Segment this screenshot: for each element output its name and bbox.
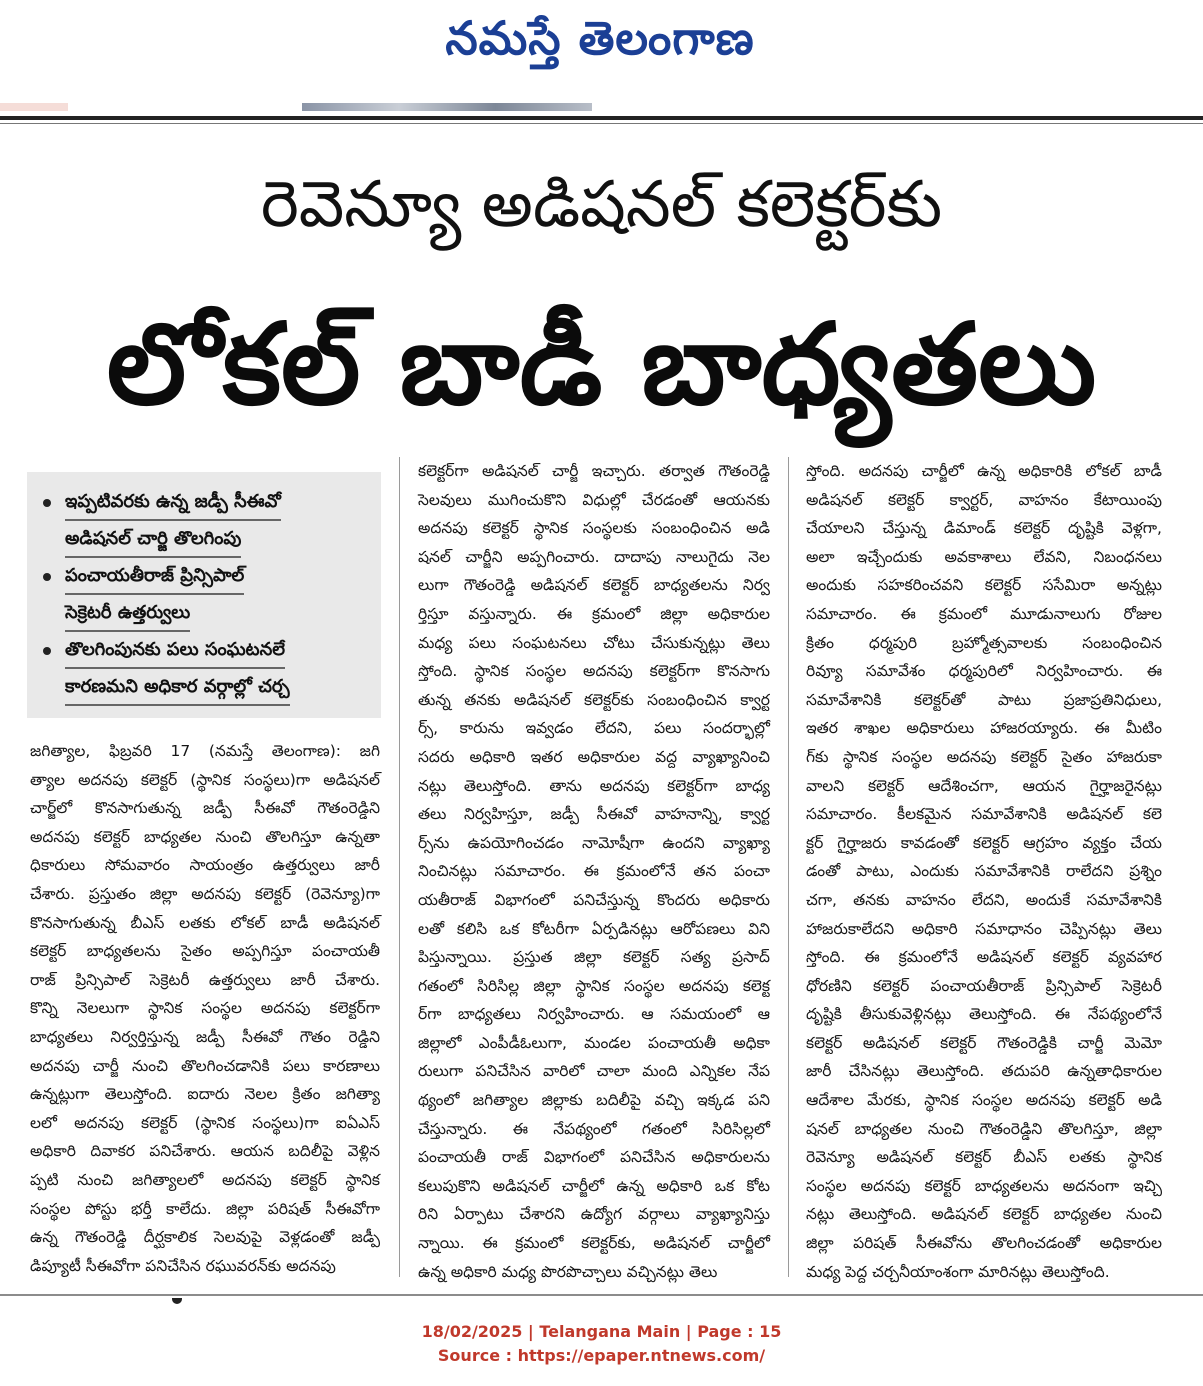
article-text-line: డంతో పాటు, ఎందుకు సమావేశానికి రాలేదని ప్రశ్నిం	[806, 862, 1162, 881]
article-text-line: కలెక్టర్‌గా అడిషనల్ చార్జీ ఇచ్చారు. తర్వాత గౌతంరెడ్డి	[418, 462, 770, 480]
highlight-line: అడిషనల్ చార్జి తొలగింపు	[65, 523, 241, 558]
footer-source: Source : https://epaper.ntnews.com/	[437, 1346, 766, 1365]
article-text-line: స్తోంది. అదనపు చార్జీలో ఉన్న అధికారికి లోకల్ బాడీ	[806, 462, 1162, 480]
bottom-rule	[0, 1294, 1203, 1296]
article-text-line: స్తోంది. స్థానిక సంస్థల అదనపు కలెక్టర్‌గా కొనసాగు	[418, 662, 770, 681]
article-text-line: కొన్ని నెలలుగా స్థానిక సంస్థల అదనపు కలెక్టర్‌గా	[30, 999, 380, 1018]
article-text-line: నట్లు తెలుస్తోంది. తాను అదనపు కలెక్టర్‌గా బాధ్య	[418, 776, 770, 795]
article-text-line: ధోరణిని కలెక్టర్ పంచాయతీరాజ్ ప్రిన్సిపాల్ సెక్రెటరీ	[806, 976, 1162, 995]
article-text-line: సంస్థల అదనపు కలెక్టర్ బాధ్యతలను అదనంగా ఇచ్చి	[806, 1176, 1162, 1195]
article-text-line: అధికారి దివాకర పనిచేశారు. ఆయన బదిలీపై వెళ్లిన	[30, 1142, 380, 1161]
article-text-line: సమాచారం. కీలకమైన సమావేశానికి అడిషనల్ కలె	[806, 805, 1162, 824]
article-text-line: ఉన్న అధికారి మధ్య పొరపొచ్చాలు వచ్చినట్లు తెలు	[418, 1262, 718, 1281]
article-text-line: చేస్తున్నారు. ఈ నేపథ్యంలో గతంలో సిరిసిల్లలో	[418, 1119, 770, 1138]
bullet-icon	[43, 499, 51, 507]
article-text-line: చేయాలని చేస్తున్న డిమాండ్ కలెక్టర్ దృష్టికి వెళ్లగా,	[806, 519, 1162, 538]
article-text-line: అందుకు సహకరించవని కలెక్టర్ ససేమిరా అన్నట్లు	[806, 576, 1162, 595]
article-text-line: లతో కలిసి ఒక కోటరీగా ఏర్పడినట్లు ఆరోపణలు విని	[418, 919, 770, 938]
masthead-rule	[0, 116, 1203, 120]
masthead-rule-thin	[0, 123, 1203, 124]
highlight-line: కారణమని అధికార వర్గాల్లో చర్చ	[65, 671, 290, 706]
article-text-line: కలుపుకొని అడిషనల్ చార్జీలో ఉన్న అధికారి ఒక కోట	[418, 1176, 770, 1195]
article-text-line: పంచాయతీ రాజ్ విభాగంలో పనిచేసిన అధికారులను	[418, 1148, 770, 1167]
article-text-line: రులుగా పనిచేసిన వారిలో చాలా మంది ఎన్నికల నేప	[418, 1062, 770, 1081]
article-text-line: కొనసాగుతున్న బీఎస్ లతకు లోకల్ బాడీ అడిషనల్	[30, 913, 380, 932]
article-column-2	[418, 457, 770, 1281]
column-divider	[399, 457, 400, 1277]
bullet-icon	[43, 647, 51, 655]
article-text-line: రాజ్ ప్రిన్సిపాల్ సెక్రెటరీ ఉత్తర్వులు జారీ చేశారు.	[30, 970, 380, 989]
masthead	[0, 0, 1203, 100]
article-text-line: అదనపు కలెక్టర్ స్థానిక సంస్థలకు సంబంధించిన అడి	[418, 519, 770, 538]
article-text-line: ప్పటి నుంచి జగిత్యాలలో అదనపు కలెక్టర్ స్థానిక	[30, 1170, 380, 1189]
article-text-line: అడిషనల్ కలెక్టర్ క్వార్టర్, వాహనం కేటాయింపు	[806, 490, 1162, 509]
article-text-line: తున్న తనకు అడిషనల్ కలెక్టర్‌కు సంబంధించిన క్వార్ట	[418, 690, 770, 709]
article-text-line: ర్స్‌ను ఉపయోగించడం నామోషీగా ఉందని వ్యాఖ్యా	[418, 833, 770, 852]
article-column-1	[30, 737, 380, 1275]
article-text-line: మధ్య పలు సంఘటనలు చోటు చేసుకున్నట్లు తెలు	[418, 633, 770, 652]
article-text-line: గ్‌కు స్థానిక సంస్థల అదనపు కలెక్టర్ సైతం హాజరుకా	[806, 747, 1162, 766]
article-text-line: చార్జ్‌లో కొనసాగుతున్న జడ్పీ సీఈవో గౌతంరెడ్డిని	[30, 799, 380, 818]
article-text-line: రిని ఏర్పాటు చేశారని ఉద్యోగ వర్గాలు వ్యాఖ్యానిస్తు	[418, 1205, 770, 1224]
highlights-box	[27, 472, 381, 718]
article-text-line: లలో అదనపు కలెక్టర్ (స్థానిక సంస్థలు)గా ఐఏఎస్	[30, 1113, 380, 1132]
article-text-line: షనల్ బాధ్యతల నుంచి గౌతంరెడ్డిని తొలగిస్తూ, జిల్లా	[806, 1119, 1162, 1138]
article-text-line: ర్తిస్తూ వస్తున్నారు. ఈ క్రమంలో జిల్లా అధికారుల	[418, 604, 770, 623]
article-text-line: ర్‌గా బాధ్యతలు నిర్వహించారు. ఆ సమయంలో ఆ	[418, 1005, 770, 1024]
column-divider	[788, 457, 789, 1277]
masthead-photo-strip	[302, 103, 592, 111]
article-text-line: రెవెన్యూ అడిషనల్ కలెక్టర్ బీఎస్ లతకు స్థానిక	[806, 1148, 1162, 1167]
highlight-line: ఇప్పటివరకు ఉన్న జడ్పీ సీఈవో	[65, 486, 281, 521]
headline-main: లోకల్ బాడీ బాధ్యతలు	[106, 300, 1097, 430]
article-text-line: జిల్లాలో ఎంపీడీఓలుగా, మండల పంచాయతీ అధికా	[418, 1033, 770, 1052]
article-text-line: క్టర్ గైర్హాజరు కావడంతో కలెక్టర్ ఆగ్రహం వ్యక్తం చేయ	[806, 833, 1162, 852]
bullet-icon	[43, 573, 51, 581]
article-text-line: కలెక్టర్ అడిషనల్ కలెక్టర్ గౌతంరెడ్డికి చార్జీ మెమో	[806, 1033, 1162, 1052]
article-text-line: జిల్లా పరిషత్ సీఈవోను తొలగించడంతో అధికారుల	[806, 1234, 1162, 1253]
article-text-line: అదనపు చార్జీ నుంచి తొలగించడానికి పలు కారణాలు	[30, 1056, 380, 1075]
article-column-3	[806, 457, 1162, 1281]
article-text-line: స్తోంది. ఈ క్రమంలోనే అడిషనల్ కలెక్టర్ వ్యవహార	[806, 948, 1162, 967]
page-marker	[172, 1298, 182, 1304]
article-text-line: యతీరాజ్ విభాగంలో పనిచేస్తున్న కొందరు అధికారు	[418, 890, 770, 909]
article-text-line: చగా, తనకు వాహనం లేదని, అందుకే సమావేశానికి	[806, 890, 1162, 909]
article-text-line: పిస్తున్నాయి. ప్రస్తుత జిల్లా కలెక్టర్ సత్య ప్రసాద్	[418, 948, 770, 967]
article-text-line: కలెక్టర్ బాధ్యతలను సైతం అప్పగిస్తూ పంచాయతీ	[30, 942, 380, 961]
highlight-line: పంచాయతీరాజ్ ప్రిన్సిపాల్	[65, 560, 244, 595]
article-text-line: ధికారులు సోమవారం సాయంత్రం ఉత్తర్వులు జారీ	[30, 856, 380, 875]
article-text-line: సమాచారం. ఈ క్రమంలో మూడునాలుగు రోజుల	[806, 604, 1162, 623]
article-text-line: లుగా గౌతంరెడ్డి అడిషనల్ కలెక్టర్ బాధ్యతలను నిర్వ	[418, 576, 770, 595]
article-text-line: గతంలో సిరిసిల్ల జిల్లా స్థానిక సంస్థల అదనపు కలెక్ట	[418, 976, 770, 995]
masthead-strip	[0, 103, 68, 111]
article-text-line: డిప్యూటీ సీఈవోగా పనిచేసిన రఘువరన్‌కు అదనపు	[30, 1256, 336, 1275]
article-text-line: అదనపు కలెక్టర్ బాధ్యతల నుంచి తొలగిస్తూ ఉన్నతా	[30, 827, 380, 846]
footer-date-page: 18/02/2025 | Telangana Main | Page : 15	[421, 1322, 782, 1341]
article-text-line: షనల్ చార్జీని అప్పగించారు. దాదాపు నాలుగైదు నెల	[418, 547, 770, 566]
article-text-line: థ్యంలో జగిత్యాల జిల్లాకు బదిలీపై వచ్చి ఇక్కడ పని	[418, 1091, 770, 1110]
article-text-line: క్రితం ధర్మపురి బ్రహ్మోత్సవాలకు సంబంధించిన	[806, 633, 1162, 652]
highlight-line: సెక్రెటరీ ఉత్తర్వులు	[65, 597, 190, 632]
headline-kicker: రెవెన్యూ అడిషనల్ కలెక్టర్‌కు	[260, 168, 943, 242]
article-text-line: సదరు అధికారి ఇతర అధికారుల వద్ద వ్యాఖ్యానించి	[418, 747, 770, 766]
article-text-line: ర్స్, కారును ఇవ్వడం లేదని, పలు సందర్భాల్లో	[418, 719, 770, 738]
article-text-line: బాధ్యతలు నిర్వర్తిస్తున్న జడ్పీ సీఈవో గౌతం రెడ్డిని	[30, 1027, 380, 1046]
article-text-line: అలా ఇచ్చేందుకు అవకాశాలు లేవని, నిబంధనలు	[806, 547, 1162, 566]
article-text-line: జగిత్యాల, ఫిబ్రవరి 17 (నమస్తే తెలంగాణ): జగి	[30, 742, 380, 760]
article-text-line: త్యాల అదనపు కలెక్టర్ (స్థానిక సంస్థలు)గా అడిషనల్	[30, 770, 380, 789]
article-text-line: ఉన్న గౌతంరెడ్డి దీర్ఘకాలిక సెలవుపై వెళ్లడంతో జడ్పీ	[30, 1228, 380, 1247]
article-text-line: వాలని కలెక్టర్ ఆదేశించగా, ఆయన గైర్హాజరైనట్లు	[806, 776, 1162, 795]
article-text-line: ఉన్నట్లుగా తెలుస్తోంది. ఐదారు నెలల క్రితం జగిత్యా	[30, 1085, 380, 1104]
article-text-line: మధ్య పెద్ద చర్చనీయాంశంగా మారినట్లు తెలుస్తోంది.	[806, 1262, 1110, 1281]
article-text-line: చేశారు. ప్రస్తుతం జిల్లా అదనపు కలెక్టర్ (రెవెన్యూ)గా	[30, 884, 380, 903]
article-text-line: హాజరుకాలేదని అధికారి సమాధానం చెప్పినట్లు తెలు	[806, 919, 1162, 938]
article-text-line: సమావేశానికి కలెక్టర్‌తో పాటు ప్రజాప్రతినిధులు,	[806, 690, 1162, 709]
article-text-line: ఇతర శాఖల అధికారులు హాజరయ్యారు. ఈ మీటిం	[806, 719, 1162, 738]
article-text-line: దృష్టికి తీసుకువెళ్లినట్లు తెలుస్తోంది. ఈ నేపథ్యంలోనే	[806, 1005, 1162, 1024]
article-text-line: రివ్యూ సమావేశం ధర్మపురిలో నిర్వహించారు. ఈ	[806, 662, 1162, 681]
article-text-line: ఆదేశాల మేరకు, స్థానిక సంస్థల అదనపు కలెక్టర్ అడి	[806, 1091, 1162, 1110]
newspaper-logo: నమస్తే తెలంగాణ	[445, 11, 755, 65]
article-text-line: న్నాయి. ఈ క్రమంలో కలెక్టర్‌కు, అడిషనల్ చార్జీలో	[418, 1234, 770, 1253]
article-text-line: సెలవులు ముగించుకొని విధుల్లో చేరడంతో ఆయనకు	[418, 490, 770, 509]
article-text-line: సంస్థల పోస్టు భర్తీ కాలేదు. జిల్లా పరిషత్ సీఈవోగా	[30, 1199, 380, 1218]
article-text-line: తలు నిర్వహిస్తూ, జడ్పీ సీఈవో వాహనాన్ని, క్వార్ట	[418, 805, 770, 824]
article-text-line: జారీ చేసినట్లు తెలుస్తోంది. తదుపరి ఉన్నతాధికారుల	[806, 1062, 1162, 1081]
article-text-line: నించినట్లు సమాచారం. ఈ క్రమంలోనే తన పంచా	[418, 862, 770, 881]
highlight-line: తొలగింపునకు పలు సంఘటనలే	[65, 634, 285, 669]
article-text-line: నట్లు తెలుస్తోంది. అడిషనల్ కలెక్టర్ బాధ్యతల నుంచి	[806, 1205, 1162, 1224]
